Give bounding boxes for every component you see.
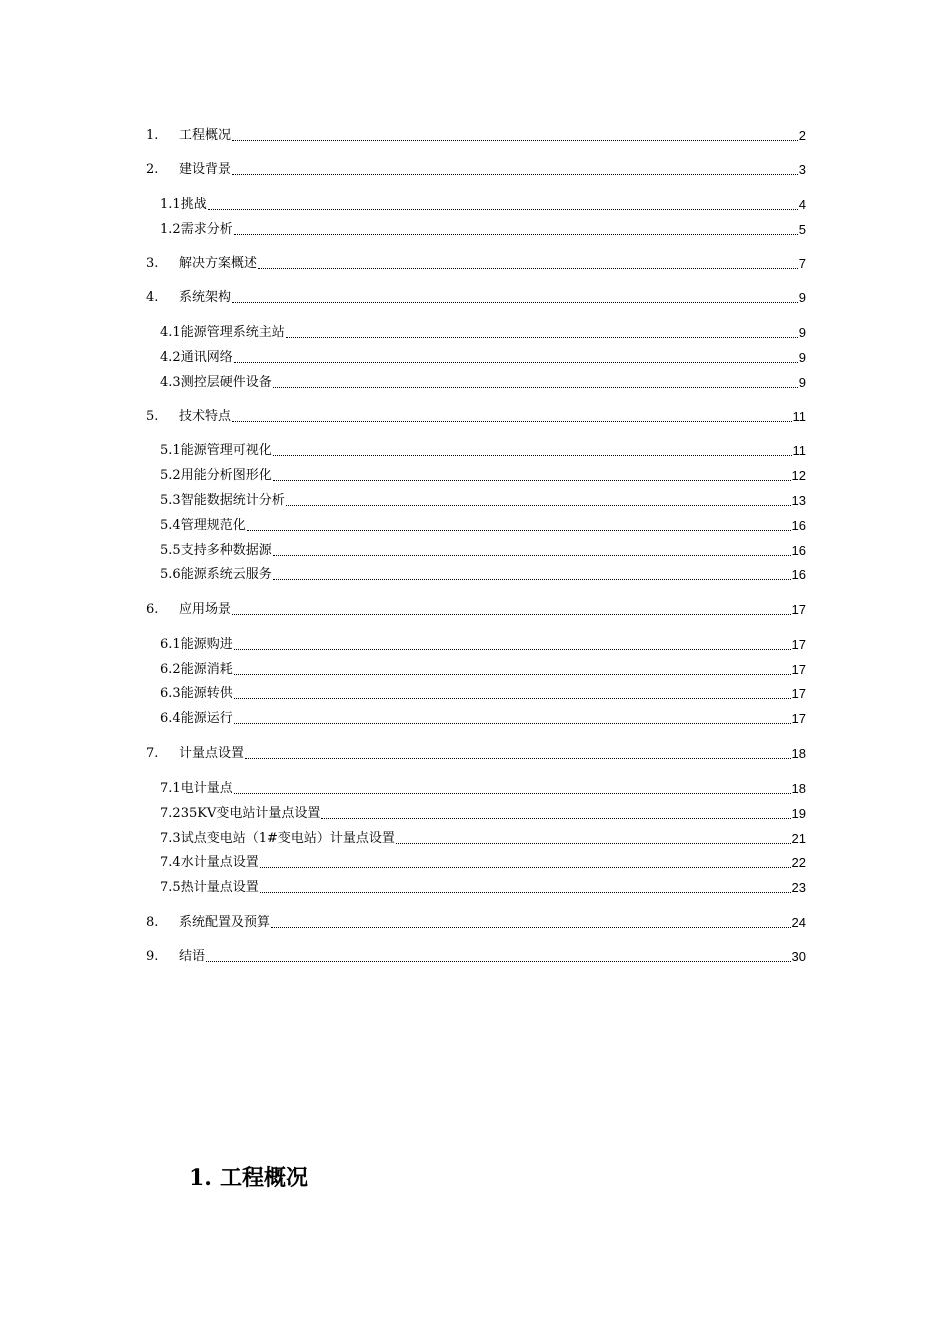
toc-leader	[396, 843, 791, 844]
toc-number: 5.	[146, 409, 159, 424]
toc-leader	[232, 140, 798, 141]
toc-leader	[234, 793, 791, 794]
toc-page-number: 9	[798, 350, 806, 365]
toc-leader	[206, 961, 791, 962]
toc-page-number: 3	[798, 162, 806, 177]
toc-title: 试点变电站（1#变电站）计量点设置	[180, 831, 395, 846]
toc-page-number: 9	[798, 290, 806, 305]
toc-number: 5.6	[160, 567, 181, 582]
toc-number: 1.2	[160, 222, 181, 237]
toc-leader	[232, 614, 791, 615]
toc-page-number: 17	[791, 602, 806, 617]
toc-page-number: 21	[791, 831, 806, 846]
toc-page-number: 5	[798, 222, 806, 237]
toc-number: 7.3	[160, 831, 181, 846]
toc-title: 能源购进	[180, 637, 233, 652]
toc-title: 结语	[179, 949, 206, 964]
toc-leader	[321, 818, 790, 819]
toc-number: 9.	[146, 949, 159, 964]
section-heading	[189, 1160, 308, 1196]
toc-entry[interactable]	[160, 439, 806, 459]
toc-page-number: 7	[798, 256, 806, 271]
toc-title: 解决方案概述	[179, 256, 258, 271]
toc-number: 5.5	[160, 543, 181, 558]
toc-page-number: 11	[792, 409, 806, 424]
toc-page-number: 18	[791, 781, 806, 796]
toc-leader	[271, 927, 791, 928]
toc-entry[interactable]	[146, 742, 806, 762]
toc-page-number: 23	[791, 880, 806, 895]
toc-number: 4.	[146, 290, 159, 305]
toc-entry[interactable]	[146, 286, 806, 306]
toc-leader	[234, 362, 798, 363]
toc-title: 挑战	[180, 197, 207, 212]
toc-number: 6.4	[160, 711, 181, 726]
toc-entry[interactable]	[146, 598, 806, 618]
toc-leader	[208, 209, 798, 210]
section-heading-number: 1.	[189, 1165, 212, 1191]
toc-page-number: 17	[791, 637, 806, 652]
toc-page-number: 17	[791, 711, 806, 726]
toc-leader	[273, 555, 791, 556]
toc-title: 通讯网络	[180, 350, 233, 365]
toc-page-number: 4	[798, 197, 806, 212]
toc-entry[interactable]	[160, 193, 806, 213]
toc-entry[interactable]	[160, 777, 806, 797]
toc-number: 7.4	[160, 855, 181, 870]
toc-entry[interactable]	[160, 563, 806, 583]
toc-leader	[234, 649, 791, 650]
toc-leader	[234, 698, 791, 699]
toc-entry[interactable]	[146, 911, 806, 931]
toc-page-number: 16	[791, 567, 806, 582]
toc-title: 需求分析	[180, 222, 233, 237]
toc-title: 支持多种数据源	[180, 543, 272, 558]
toc-leader	[247, 530, 791, 531]
toc-title: 水计量点设置	[180, 855, 259, 870]
toc-leader	[234, 723, 791, 724]
toc-leader	[234, 234, 798, 235]
toc-title: 能源消耗	[180, 662, 233, 677]
toc-leader	[286, 505, 791, 506]
toc-number: 6.2	[160, 662, 181, 677]
toc-entry[interactable]	[160, 371, 806, 391]
toc-page-number: 22	[791, 855, 806, 870]
toc-number: 6.3	[160, 686, 181, 701]
toc-entry[interactable]	[146, 252, 806, 272]
toc-entry[interactable]	[160, 707, 806, 727]
toc-page-number: 16	[791, 518, 806, 533]
toc-number: 8.	[146, 915, 159, 930]
toc-leader	[232, 302, 798, 303]
toc-title: 工程概况	[179, 128, 232, 143]
toc-title: 系统架构	[179, 290, 232, 305]
toc-number: 4.2	[160, 350, 181, 365]
toc-leader	[232, 421, 791, 422]
toc-number: 5.2	[160, 468, 181, 483]
toc-title: 建设背景	[179, 162, 232, 177]
toc-title: 用能分析图形化	[180, 468, 272, 483]
toc-title: 管理规范化	[180, 518, 246, 533]
toc-page-number: 9	[798, 375, 806, 390]
toc-title: 电计量点	[180, 781, 233, 796]
toc-title: 智能数据统计分析	[180, 493, 285, 508]
toc-leader	[260, 892, 791, 893]
toc-page-number: 18	[791, 746, 806, 761]
toc-number: 7.	[146, 746, 159, 761]
toc-entry[interactable]	[160, 658, 806, 678]
toc-leader	[286, 337, 798, 338]
toc-number: 5.3	[160, 493, 181, 508]
toc-leader	[273, 480, 791, 481]
toc-entry[interactable]	[160, 489, 806, 509]
toc-leader	[234, 674, 791, 675]
toc-page-number: 30	[791, 949, 806, 964]
toc-leader	[273, 387, 798, 388]
toc-title: 35KV变电站计量点设置	[180, 806, 321, 821]
toc-entry[interactable]	[146, 124, 806, 144]
toc-number: 3.	[146, 256, 159, 271]
toc-number: 5.1	[160, 443, 181, 458]
toc-leader	[273, 579, 791, 580]
toc-entry[interactable]	[160, 539, 806, 559]
toc-number: 7.5	[160, 880, 181, 895]
toc-number: 6.1	[160, 637, 181, 652]
toc-page-number: 17	[791, 662, 806, 677]
toc-entry[interactable]	[146, 945, 806, 965]
toc-page-number: 24	[791, 915, 806, 930]
toc-entry[interactable]	[146, 158, 806, 178]
toc-title: 能源管理可视化	[180, 443, 272, 458]
toc-number: 1.1	[160, 197, 181, 212]
toc-entry[interactable]	[160, 851, 806, 871]
toc-page-number: 17	[791, 686, 806, 701]
toc-title: 能源管理系统主站	[180, 325, 285, 340]
toc-entry[interactable]	[160, 682, 806, 702]
toc-leader	[260, 867, 791, 868]
toc-number: 7.1	[160, 781, 181, 796]
toc-entry[interactable]	[160, 827, 806, 847]
toc-title: 能源系统云服务	[180, 567, 272, 582]
toc-page-number: 16	[791, 543, 806, 558]
toc-number: 2.	[146, 162, 159, 177]
toc-leader	[273, 455, 792, 456]
toc-entry[interactable]	[160, 876, 806, 896]
toc-entry[interactable]	[160, 633, 806, 653]
toc-page-number: 11	[792, 443, 806, 458]
toc-title: 测控层硬件设备	[180, 375, 272, 390]
toc-page-number: 2	[798, 128, 806, 143]
toc-leader	[258, 268, 798, 269]
toc-page-number: 12	[791, 468, 806, 483]
toc-entry[interactable]	[160, 802, 806, 822]
toc-number: 6.	[146, 602, 159, 617]
toc-entry[interactable]	[146, 405, 806, 425]
toc-leader	[245, 758, 791, 759]
toc-title: 热计量点设置	[180, 880, 259, 895]
toc-title: 系统配置及预算	[179, 915, 271, 930]
toc-title: 能源转供	[180, 686, 233, 701]
toc-page-number: 9	[798, 325, 806, 340]
toc-entry[interactable]	[160, 464, 806, 484]
toc-title: 技术特点	[179, 409, 232, 424]
toc-title: 计量点设置	[179, 746, 245, 761]
toc-entry[interactable]	[160, 321, 806, 341]
section-heading-title: 工程概况	[219, 1165, 308, 1191]
toc-leader	[232, 174, 798, 175]
toc-title: 能源运行	[180, 711, 233, 726]
toc-number: 4.3	[160, 375, 181, 390]
toc-page-number: 13	[791, 493, 806, 508]
toc-number: 4.1	[160, 325, 181, 340]
toc-number: 1.	[146, 128, 159, 143]
toc-title: 应用场景	[179, 602, 232, 617]
toc-number: 7.2	[160, 806, 181, 821]
toc-number: 5.4	[160, 518, 181, 533]
toc-page-number: 19	[791, 806, 806, 821]
toc-entry[interactable]	[160, 218, 806, 238]
toc-entry[interactable]	[160, 514, 806, 534]
toc-entry[interactable]	[160, 346, 806, 366]
